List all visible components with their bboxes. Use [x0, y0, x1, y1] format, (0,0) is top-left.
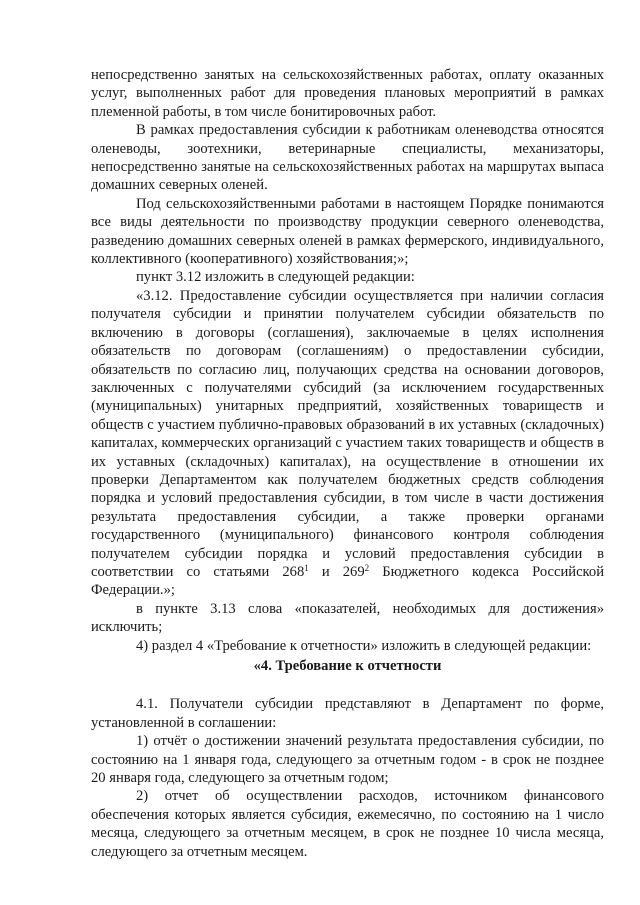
paragraph: 2) отчет об осуществлении расходов, источником финансового обеспечения которых является субсидия, ежемесячно, по состоянию на 1 число месяца, следующего за отчетным месяцем, в срок не позднее 10 числа месяца, следующего за отчетным месяцем. — [91, 788, 604, 860]
paragraph-text: Бюджетного кодекса Российской Федерации.»; — [91, 563, 605, 599]
paragraph: В рамках предоставления субсидии к работникам оленеводства относятся оленеводы, зоотехники, ветеринарные специалисты, механизаторы, непосредственно занятые на сельскохозяйственных работах на маршрутах выпаса домашних северных оленей. — [91, 122, 604, 194]
paragraph: пункт 3.12 изложить в следующей редакции: — [136, 269, 415, 286]
paragraph: 4.1. Получатели субсидии представляют в Департамент по форме, установленной в соглашении: — [91, 696, 604, 731]
paragraph-text: и 269 — [308, 563, 365, 580]
superscript: 2 — [364, 562, 370, 573]
paragraph-text: «3.12. Предоставление субсидии осуществляется при наличии согласия получателя субсидии и принятии получателем субсидии обязательств по включению в договоры (соглашения), заключаемые в целях исполнения обязательств по договорам (соглашениям) о предоставлении субсидии, обязательств по согласию лиц, получающих средства на основании договоров, заключенных с получателями субсидий (за исключением государственных (муниципальных) унитарных предприятий, хозяйственных товариществ и обществ с участием публично-правовых образований в их уставных (складочных) капиталах, коммерческих организаций с участием таких товариществ и обществ в их уставных (складочных) капиталах), на осуществление в отношении их проверки Департаментом как получателем бюджетных средств соблюдения порядка и условий предоставления субсидии, в том числе в части достижения результата предоставления субсидии, а также проверки органами государственного (муниципального) финансового контроля соблюдения получателем субсидии порядка и условий предоставления субсидии в соответствии со статьями 268 — [91, 287, 604, 580]
paragraph: непосредственно занятых на сельскохозяйственных работах, оплату оказанных услуг, выполненных работ для проведения плановых мероприятий в рамках племенной работы, в том числе бонитировочных работ. — [91, 67, 604, 120]
section-heading: «4. Требование к отчетности — [253, 658, 442, 674]
paragraph-3-12 — [91, 287, 604, 600]
paragraph: в пункте 3.13 слова «показателей, необходимых для достижения» исключить; — [91, 600, 604, 636]
superscript: 1 — [304, 562, 309, 573]
paragraph: 4) раздел 4 «Требование к отчетности» изложить в следующей редакции: — [136, 637, 592, 654]
paragraph: Под сельскохозяйственными работами в настоящем Порядке понимаются все виды деятельности по производству продукции северного оленеводства, разведению домашних северных оленей в рамках фермерского, индивидуального, коллективного (кооперативного) хозяйствования;»; — [91, 195, 604, 268]
spacer — [91, 677, 604, 695]
paragraph: 1) отчёт о достижении значений результата предоставления субсидии, по состоянию на 1 января года, следующего за отчетным годом - в срок не позднее 20 января года, следующего за отчетным годом; — [91, 733, 604, 787]
